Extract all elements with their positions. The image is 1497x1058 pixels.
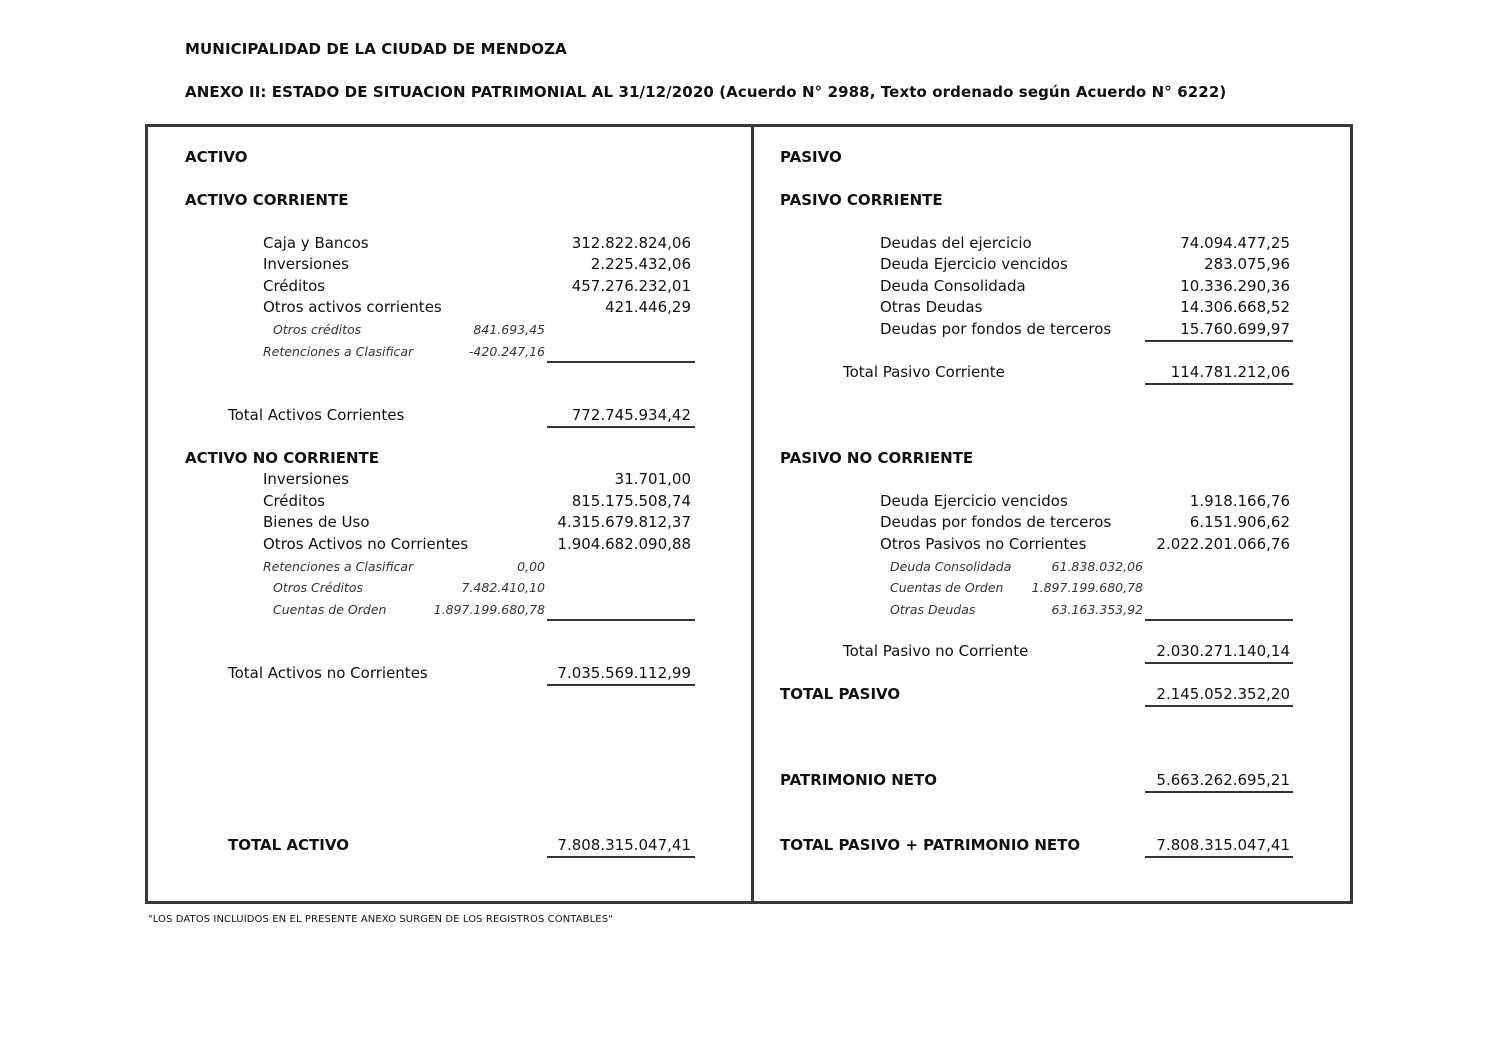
total-rule	[1145, 662, 1293, 664]
total-activos-corrientes-value: 772.745.934,42	[571, 406, 691, 424]
total-pasivo-patrimonio-label: TOTAL PASIVO + PATRIMONIO NETO	[780, 836, 1081, 854]
footnote: "LOS DATOS INCLUIDOS EN EL PRESENTE ANEXO SURGEN DE LOS REGISTROS CONTABLES"	[148, 914, 613, 925]
total-pasivo-no-corriente-value: 2.030.271.140,14	[1156, 642, 1290, 660]
activo-corriente-item-label: Inversiones	[263, 255, 349, 273]
total-rule	[547, 684, 695, 686]
activo-corriente-subitem-value: -420.247,16	[468, 344, 545, 359]
activo-no-corriente-item-label: Inversiones	[263, 470, 349, 488]
activo-no-corriente-item-value: 1.904.682.090,88	[557, 535, 691, 553]
pasivo-corriente-item-value: 74.094.477,25	[1180, 234, 1290, 252]
activo-no-corriente-subitem-value: 0,00	[517, 559, 545, 574]
pasivo-corriente-item-label: Deudas por fondos de terceros	[880, 320, 1112, 338]
total-pasivo-value: 2.145.052.352,20	[1156, 685, 1290, 703]
total-rule	[547, 856, 695, 858]
activo-no-corriente-item-label: Bienes de Uso	[263, 513, 370, 531]
total-pasivo-patrimonio-value: 7.808.315.047,41	[1156, 836, 1290, 854]
total-pasivo-corriente-label: Total Pasivo Corriente	[843, 363, 1005, 381]
pasivo-no-corriente-subitem-value: 61.838.032,06	[1051, 559, 1143, 574]
activo-no-corriente-subitem-label: Cuentas de Orden	[273, 602, 387, 617]
pasivo-corriente-item-label: Deuda Ejercicio vencidos	[880, 255, 1068, 273]
pasivo-corriente-item-value: 10.336.290,36	[1180, 277, 1290, 295]
activo-corriente-item-value: 2.225.432,06	[590, 255, 691, 273]
subtotal-rule	[1145, 340, 1293, 342]
total-activos-no-corrientes-value: 7.035.569.112,99	[557, 664, 691, 682]
total-activo-label: TOTAL ACTIVO	[228, 836, 349, 854]
pasivo-no-corriente-subitem-label: Otras Deudas	[890, 602, 976, 617]
total-rule	[1145, 856, 1293, 858]
pasivo-no-corriente-item-label: Otros Pasivos no Corrientes	[880, 535, 1087, 553]
subtotal-rule	[547, 619, 695, 621]
pasivo-no-corriente-subitem-label: Cuentas de Orden	[890, 580, 1004, 595]
activo-no-corriente-subitem-label: Retenciones a Clasificar	[263, 559, 414, 574]
subtotal-rule	[547, 361, 695, 363]
activo-corriente-subitem-value: 841.693,45	[473, 322, 545, 337]
activo-corriente-item-value: 312.822.824,06	[571, 234, 691, 252]
pasivo-no-corriente-subitem-label: Deuda Consolidada	[890, 559, 1012, 574]
activo-no-corriente-item-value: 31.701,00	[614, 470, 691, 488]
pasivo-corriente-item-label: Deudas del ejercicio	[880, 234, 1032, 252]
total-activos-no-corrientes-label: Total Activos no Corrientes	[228, 664, 428, 682]
activo-corriente-item-value: 421.446,29	[605, 298, 691, 316]
pasivo-corriente-heading: PASIVO CORRIENTE	[780, 191, 943, 209]
total-pasivo-corriente-value: 114.781.212,06	[1170, 363, 1290, 381]
column-divider	[751, 124, 754, 901]
activo-heading: ACTIVO	[185, 148, 248, 166]
pasivo-no-corriente-subitem-value: 1.897.199.680,78	[1031, 580, 1143, 595]
activo-no-corriente-item-label: Créditos	[263, 492, 326, 510]
pasivo-corriente-item-value: 14.306.668,52	[1180, 298, 1290, 316]
pasivo-no-corriente-item-value: 6.151.906,62	[1189, 513, 1290, 531]
pasivo-corriente-item-value: 15.760.699,97	[1180, 320, 1290, 338]
pasivo-no-corriente-heading: PASIVO NO CORRIENTE	[780, 449, 974, 467]
activo-corriente-item-label: Otros activos corrientes	[263, 298, 442, 316]
total-rule	[1145, 383, 1293, 385]
activo-no-corriente-heading: ACTIVO NO CORRIENTE	[185, 449, 379, 467]
pasivo-corriente-item-label: Deuda Consolidada	[880, 277, 1026, 295]
activo-corriente-item-label: Créditos	[263, 277, 326, 295]
pasivo-corriente-item-value: 283.075,96	[1204, 255, 1290, 273]
activo-no-corriente-item-label: Otros Activos no Corrientes	[263, 535, 469, 553]
pasivo-heading: PASIVO	[780, 148, 842, 166]
activo-corriente-heading: ACTIVO CORRIENTE	[185, 191, 349, 209]
total-rule	[1145, 791, 1293, 793]
activo-no-corriente-item-value: 4.315.679.812,37	[557, 513, 691, 531]
activo-no-corriente-subitem-label: Otros Créditos	[273, 580, 364, 595]
total-pasivo-label: TOTAL PASIVO	[780, 685, 901, 703]
total-activos-corrientes-label: Total Activos Corrientes	[228, 406, 405, 424]
annex-title: ANEXO II: ESTADO DE SITUACION PATRIMONIAL AL 31/12/2020 (Acuerdo N° 2988, Texto ordenado según Acuerdo N° 6222)	[185, 83, 1227, 101]
pasivo-no-corriente-item-value: 2.022.201.066,76	[1156, 535, 1290, 553]
pasivo-no-corriente-item-value: 1.918.166,76	[1189, 492, 1290, 510]
municipality-title: MUNICIPALIDAD DE LA CIUDAD DE MENDOZA	[185, 40, 567, 58]
pasivo-no-corriente-item-label: Deudas por fondos de terceros	[880, 513, 1112, 531]
total-rule	[1145, 705, 1293, 707]
patrimonio-neto-value: 5.663.262.695,21	[1156, 771, 1290, 789]
activo-corriente-item-label: Caja y Bancos	[263, 234, 369, 252]
activo-no-corriente-subitem-value: 1.897.199.680,78	[433, 602, 545, 617]
pasivo-no-corriente-subitem-value: 63.163.353,92	[1051, 602, 1143, 617]
patrimonio-neto-label: PATRIMONIO NETO	[780, 771, 937, 789]
subtotal-rule	[1145, 619, 1293, 621]
activo-corriente-subitem-label: Otros créditos	[273, 322, 362, 337]
total-activo-value: 7.808.315.047,41	[557, 836, 691, 854]
activo-corriente-subitem-label: Retenciones a Clasificar	[263, 344, 414, 359]
pasivo-corriente-item-label: Otras Deudas	[880, 298, 983, 316]
activo-no-corriente-subitem-value: 7.482.410,10	[461, 580, 545, 595]
pasivo-no-corriente-item-label: Deuda Ejercicio vencidos	[880, 492, 1068, 510]
activo-corriente-item-value: 457.276.232,01	[571, 277, 691, 295]
activo-no-corriente-item-value: 815.175.508,74	[571, 492, 691, 510]
total-rule	[547, 426, 695, 428]
total-pasivo-no-corriente-label: Total Pasivo no Corriente	[843, 642, 1029, 660]
